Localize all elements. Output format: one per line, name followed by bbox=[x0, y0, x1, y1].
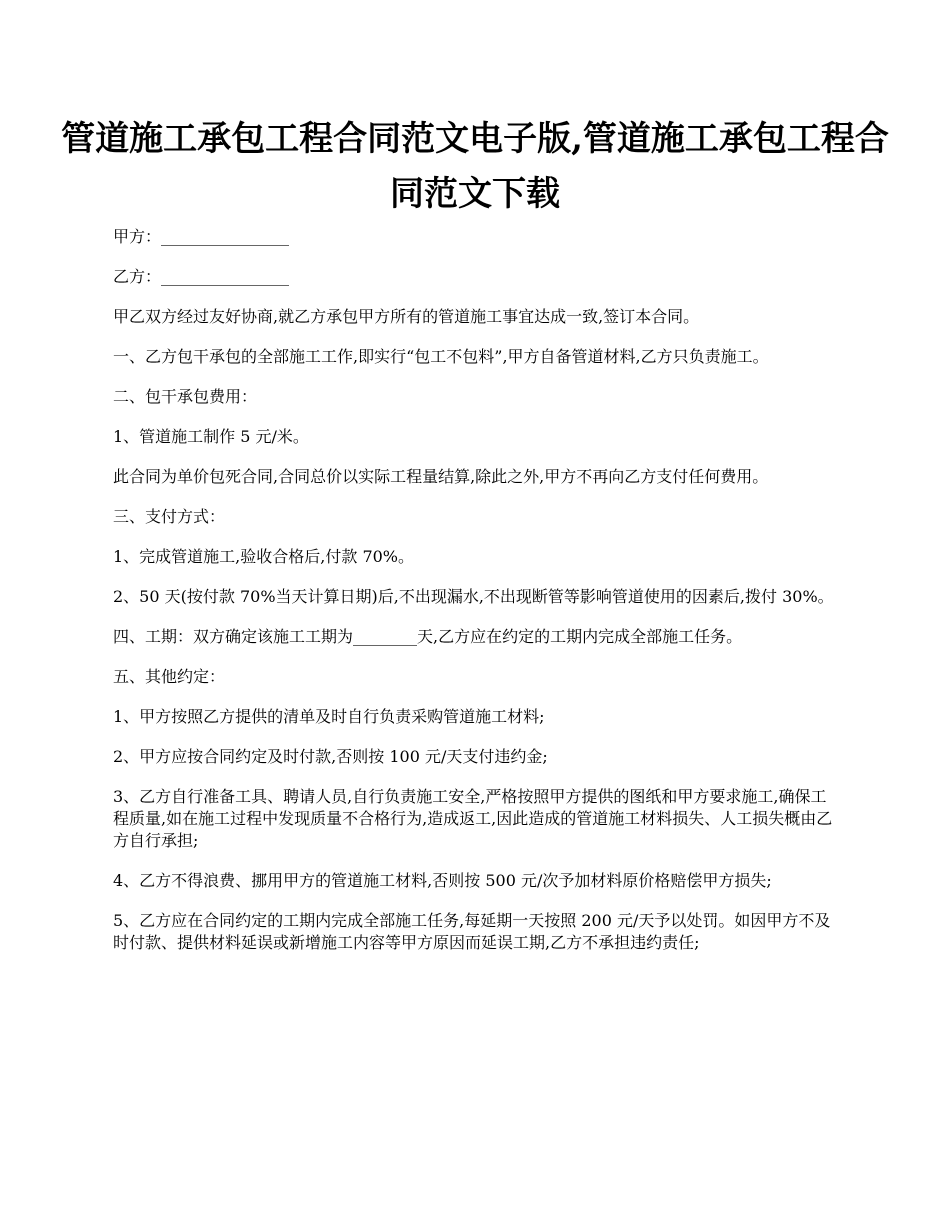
fee-item-1: 1、管道施工制作 5 元/米。 bbox=[113, 427, 309, 446]
party-a-line: 甲方：________________ bbox=[113, 227, 290, 246]
payment-item-1: 1、完成管道施工,验收合格后,付款 70%。 bbox=[113, 547, 415, 566]
section-heading-other: 五、其他约定： bbox=[113, 667, 226, 686]
party-b-line: 乙方：________________ bbox=[113, 267, 290, 286]
payment-item-2: 2、50 天(按付款 70%当天计算日期)后,不出现漏水,不出现断管等影响管道使用的因素后,拨付 30%。 bbox=[113, 587, 834, 606]
clause-schedule: 四、工期：双方确定该施工工期为________天,乙方应在约定的工期内完成全部施工任务。 bbox=[113, 627, 743, 646]
section-heading-fees: 二、包干承包费用： bbox=[113, 387, 258, 406]
section-heading-payment: 三、支付方式： bbox=[113, 507, 226, 526]
other-item-3: 3、乙方自行准备工具、聘请人员,自行负责施工安全,严格按照甲方提供的图纸和甲方要求施工,确保工程质量,如在施工过程中发现质量不合格行为,造成返工,因此造成的管道施工材料损失、人工损失概由乙方自行承担; bbox=[113, 787, 833, 850]
other-item-1: 1、甲方按照乙方提供的清单及时自行负责采购管道施工材料; bbox=[113, 707, 545, 726]
intro-paragraph: 甲乙双方经过友好协商,就乙方承包甲方所有的管道施工事宜达成一致,签订本合同。 bbox=[113, 307, 700, 326]
other-item-2: 2、甲方应按合同约定及时付款,否则按 100 元/天支付违约金; bbox=[113, 747, 548, 766]
clause-1: 一、乙方包干承包的全部施工工作,即实行“包工不包料”,甲方自备管道材料,乙方只负责施工。 bbox=[113, 347, 769, 366]
fee-note: 此合同为单价包死合同,合同总价以实际工程量结算,除此之外,甲方不再向乙方支付任何费用。 bbox=[113, 467, 769, 486]
document-title: 管道施工承包工程合同范文电子版,管道施工承包工程合同范文下载 bbox=[61, 119, 889, 214]
document-body bbox=[113, 226, 837, 972]
other-item-4: 4、乙方不得浪费、挪用甲方的管道施工材料,否则按 500 元/次予加材料原价格赔偿甲方损失; bbox=[113, 871, 772, 890]
other-item-5: 5、乙方应在合同约定的工期内完成全部施工任务,每延期一天按照 200 元/天予以处罚。如因甲方不及时付款、提供材料延误或新增施工内容等甲方原因而延误工期,乙方不承担违约责任; bbox=[113, 911, 831, 952]
